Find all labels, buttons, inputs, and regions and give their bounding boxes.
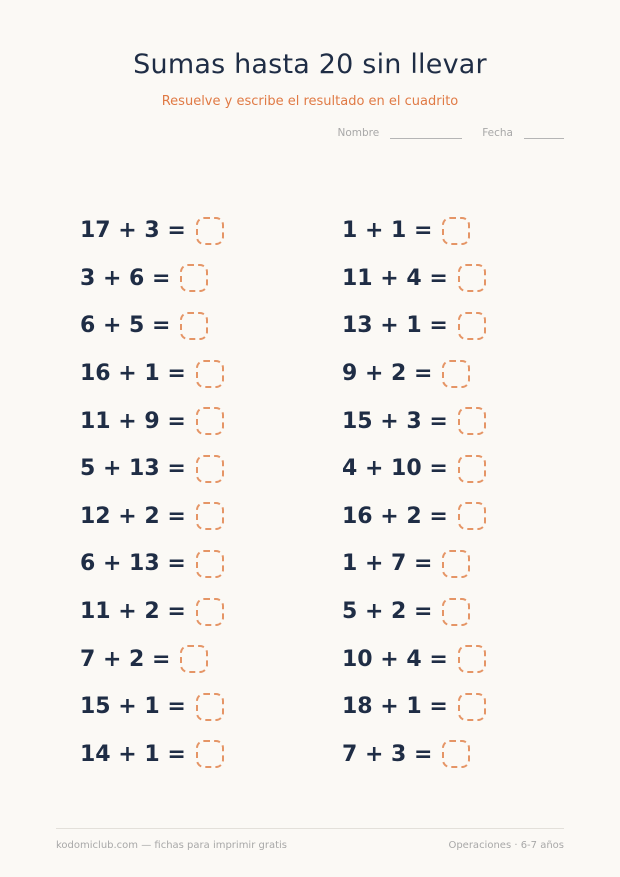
problem-row <box>80 588 224 636</box>
answer-box[interactable] <box>180 645 208 673</box>
footer-category: Operaciones · 6-7 años <box>448 840 564 851</box>
problem-row <box>342 255 486 303</box>
problem-expression: 15 + 3 = <box>342 408 448 434</box>
problem-expression: 4 + 10 = <box>342 456 448 482</box>
problem-expression: 13 + 1 = <box>342 313 448 339</box>
problem-row <box>342 683 486 731</box>
problem-row <box>80 397 224 445</box>
footer-source: kodomiclub.com — fichas para imprimir gratis <box>56 840 288 851</box>
footer-divider <box>56 828 564 829</box>
name-date-bar <box>337 127 564 139</box>
problem-expression: 7 + 3 = <box>342 741 433 767</box>
problem-expression: 15 + 1 = <box>80 694 186 720</box>
problem-row <box>342 588 486 636</box>
problem-expression: 16 + 2 = <box>342 503 448 529</box>
problem-row <box>80 302 224 350</box>
name-label: Nombre <box>337 127 380 139</box>
answer-box[interactable] <box>458 645 486 673</box>
answer-box[interactable] <box>196 598 224 626</box>
right-problem-column <box>342 207 486 778</box>
problem-expression: 18 + 1 = <box>342 694 448 720</box>
problem-row <box>342 350 486 398</box>
problem-expression: 1 + 7 = <box>342 551 433 577</box>
answer-box[interactable] <box>442 360 470 388</box>
problem-expression: 10 + 4 = <box>342 646 448 672</box>
answer-box[interactable] <box>180 264 208 292</box>
answer-box[interactable] <box>196 455 224 483</box>
problem-row <box>80 445 224 493</box>
answer-box[interactable] <box>196 502 224 530</box>
problem-row <box>80 493 224 541</box>
problem-row <box>80 540 224 588</box>
problem-expression: 11 + 4 = <box>342 265 448 291</box>
problem-expression: 1 + 1 = <box>342 218 433 244</box>
answer-box[interactable] <box>442 217 470 245</box>
answer-box[interactable] <box>196 360 224 388</box>
answer-box[interactable] <box>458 264 486 292</box>
answer-box[interactable] <box>458 312 486 340</box>
answer-box[interactable] <box>196 550 224 578</box>
answer-box[interactable] <box>458 455 486 483</box>
problem-expression: 11 + 2 = <box>80 599 186 625</box>
problem-row <box>80 207 224 255</box>
answer-box[interactable] <box>442 598 470 626</box>
problem-row <box>80 255 224 303</box>
answer-box[interactable] <box>442 550 470 578</box>
answer-box[interactable] <box>196 217 224 245</box>
problem-row <box>342 207 486 255</box>
problem-expression: 5 + 13 = <box>80 456 186 482</box>
date-label: Fecha <box>482 127 513 139</box>
problem-expression: 12 + 2 = <box>80 503 186 529</box>
problem-row <box>342 445 486 493</box>
answer-box[interactable] <box>196 407 224 435</box>
problem-expression: 16 + 1 = <box>80 361 186 387</box>
problem-row <box>342 397 486 445</box>
date-field-line[interactable] <box>524 128 564 139</box>
problem-row <box>80 731 224 779</box>
problem-row <box>80 683 224 731</box>
name-field-line[interactable] <box>390 128 462 139</box>
problem-expression: 14 + 1 = <box>80 741 186 767</box>
problem-expression: 11 + 9 = <box>80 408 186 434</box>
problem-row <box>342 635 486 683</box>
problem-expression: 17 + 3 = <box>80 218 186 244</box>
problem-expression: 9 + 2 = <box>342 361 433 387</box>
page-title: Sumas hasta 20 sin llevar <box>133 49 487 80</box>
problem-row <box>342 731 486 779</box>
page-subtitle: Resuelve y escribe el resultado en el cuadrito <box>161 94 459 109</box>
problem-expression: 7 + 2 = <box>80 646 171 672</box>
left-problem-column <box>80 207 224 778</box>
answer-box[interactable] <box>196 740 224 768</box>
problem-row <box>342 540 486 588</box>
answer-box[interactable] <box>196 693 224 721</box>
problem-expression: 6 + 5 = <box>80 313 171 339</box>
answer-box[interactable] <box>442 740 470 768</box>
problem-row <box>342 493 486 541</box>
problem-row <box>80 350 224 398</box>
problem-expression: 3 + 6 = <box>80 265 171 291</box>
problem-row <box>80 635 224 683</box>
answer-box[interactable] <box>458 502 486 530</box>
problem-expression: 5 + 2 = <box>342 599 433 625</box>
answer-box[interactable] <box>458 693 486 721</box>
problem-row <box>342 302 486 350</box>
problem-expression: 6 + 13 = <box>80 551 186 577</box>
answer-box[interactable] <box>458 407 486 435</box>
answer-box[interactable] <box>180 312 208 340</box>
